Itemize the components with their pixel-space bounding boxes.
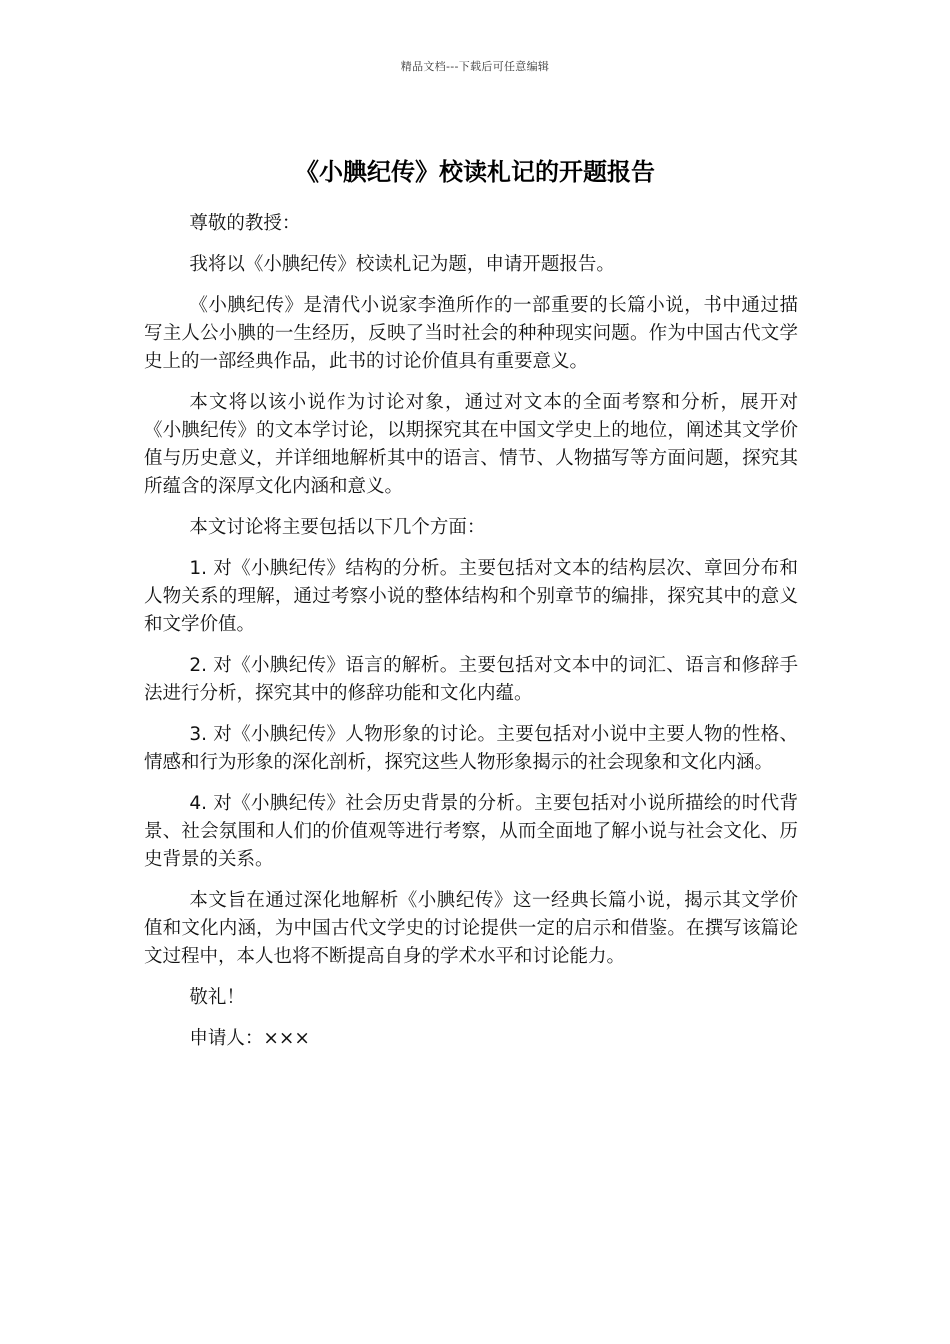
conclusion-paragraph: 本文旨在通过深化地解析《小腆纪传》这一经典长篇小说，揭示其文学价值和文化内涵，为中国古代文学史的讨论提供一定的启示和借鉴。在撰写该篇论文过程中，本人也将不断提高自身的学术水平和讨论能力。 xyxy=(144,890,798,967)
scope-intro-paragraph: 本文讨论将主要包括以下几个方面： xyxy=(189,517,486,538)
document-title: 《小腆纪传》校读札记的开题报告 xyxy=(295,158,655,187)
closing-salute: 敬礼！ xyxy=(189,987,245,1008)
intro-paragraph: 我将以《小腆纪传》校读札记为题，申请开题报告。 xyxy=(189,254,615,275)
salutation: 尊敬的教授： xyxy=(189,213,301,234)
scope-item-structure: 1. 对《小腆纪传》结构的分析。主要包括对文本的结构层次、章回分布和人物关系的理解，通过考察小说的整体结构和个别章节的编排，探究其中的意义和文学价值。 xyxy=(144,558,798,635)
page-header-note: 精品文档---下载后可任意编辑 xyxy=(400,60,550,73)
document-body xyxy=(144,210,798,1066)
scope-item-background: 4. 对《小腆纪传》社会历史背景的分析。主要包括对小说所描绘的时代背景、社会氛围和人们的价值观等进行考察，从而全面地了解小说与社会文化、历史背景的关系。 xyxy=(144,793,798,870)
scope-item-language: 2. 对《小腆纪传》语言的解析。主要包括对文本中的词汇、语言和修辞手法进行分析，探究其中的修辞功能和文化内蕴。 xyxy=(144,655,798,704)
purpose-paragraph: 本文将以该小说作为讨论对象，通过对文本的全面考察和分析，展开对《小腆纪传》的文本学讨论，以期探究其在中国文学史上的地位，阐述其文学价值与历史意义，并详细地解析其中的语言、情节、人物描写等方面问题，探究其所蕴含的深厚文化内涵和意义。 xyxy=(144,392,798,497)
background-paragraph: 《小腆纪传》是清代小说家李渔所作的一部重要的长篇小说，书中通过描写主人公小腆的一生经历，反映了当时社会的种种现实问题。作为中国古代文学史上的一部经典作品，此书的讨论价值具有重要意义。 xyxy=(144,295,798,372)
scope-item-characters: 3. 对《小腆纪传》人物形象的讨论。主要包括对小说中主要人物的性格、情感和行为形象的深化剖析，探究这些人物形象揭示的社会现象和文化内涵。 xyxy=(144,724,798,773)
applicant-signature: 申请人：××× xyxy=(189,1028,310,1049)
